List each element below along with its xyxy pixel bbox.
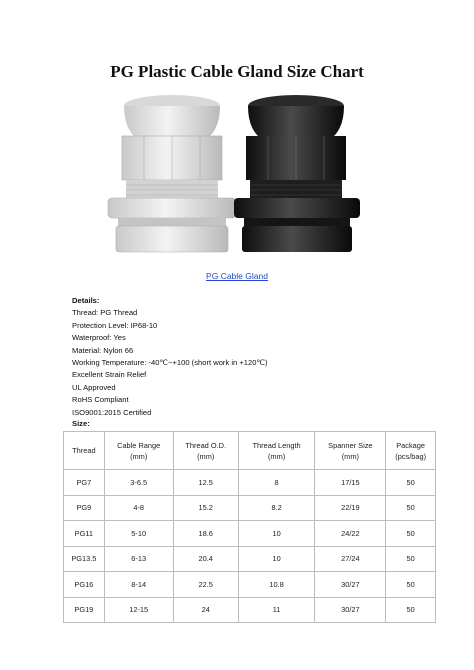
details-line: Waterproof: Yes — [72, 333, 126, 343]
column-header-cable-range — [104, 432, 173, 470]
white-cable-gland-icon — [108, 95, 236, 252]
cell-thread-length: 10 — [238, 546, 315, 572]
header-line: Cable Range — [117, 440, 161, 450]
cell-cable-range: 4-8 — [104, 495, 173, 521]
cell-cable-range: 8-14 — [104, 572, 173, 598]
cell-thread-length: 10 — [238, 521, 315, 547]
details-heading: Details: — [72, 296, 100, 305]
page-title: PG Plastic Cable Gland Size Chart — [110, 62, 364, 81]
details-line: UL Approved — [72, 382, 116, 392]
table-row — [64, 495, 436, 521]
cell-cable-range: 6-13 — [104, 546, 173, 572]
image-caption-link[interactable]: PG Cable Gland — [206, 271, 268, 281]
cell-spanner-size: 30/27 — [315, 572, 386, 598]
cell-spanner-size: 22/19 — [315, 495, 386, 521]
column-header-spanner-size — [315, 432, 386, 470]
cell-package: 50 — [386, 546, 436, 572]
cell-cable-range: 12-15 — [104, 597, 173, 623]
details-line: Working Temperature: -40℃~+100 (short work in +120℃) — [72, 358, 268, 368]
details-line: Thread: PG Thread — [72, 308, 138, 318]
column-header-thread — [64, 432, 105, 470]
cell-thread: PG16 — [64, 572, 105, 598]
table-header-row — [64, 432, 436, 470]
header-unit: (mm) — [267, 451, 286, 461]
details-line: Material: Nylon 66 — [72, 345, 134, 355]
column-header-package — [386, 432, 436, 470]
header-unit: (mm) — [130, 451, 148, 461]
size-table — [63, 431, 436, 623]
header-line: Package — [396, 440, 426, 450]
cell-thread: PG19 — [64, 597, 105, 623]
cell-thread-od: 20.4 — [173, 546, 238, 572]
cell-thread-length: 8.2 — [238, 495, 315, 521]
header-unit: (mm) — [197, 451, 215, 461]
header-line: Thread Length — [252, 440, 301, 450]
cell-thread-od: 22.5 — [173, 572, 238, 598]
details-line: RoHS Compliant — [72, 395, 129, 405]
details-section — [72, 295, 268, 419]
cell-package: 50 — [386, 572, 436, 598]
table-row — [64, 521, 436, 547]
table-row — [64, 470, 436, 496]
cell-thread: PG9 — [64, 495, 105, 521]
column-header-thread-length — [238, 432, 315, 470]
cable-gland-photo — [100, 92, 380, 264]
cell-spanner-size: 27/24 — [315, 546, 386, 572]
header-line: Thread O.D. — [185, 440, 227, 450]
cell-thread-od: 24 — [173, 597, 238, 623]
size-heading: Size: — [72, 419, 90, 428]
header-line: Spanner Size — [328, 440, 373, 450]
cell-thread-length: 8 — [238, 470, 315, 496]
cell-package: 50 — [386, 521, 436, 547]
details-line: Protection Level: IP68-10 — [72, 320, 158, 330]
details-line: Excellent Strain Relief — [72, 370, 147, 380]
cell-thread: PG11 — [64, 521, 105, 547]
cell-package: 50 — [386, 495, 436, 521]
cell-package: 50 — [386, 470, 436, 496]
cell-thread-length: 11 — [238, 597, 315, 623]
cell-thread: PG7 — [64, 470, 105, 496]
header-line: Thread — [72, 446, 96, 455]
cell-spanner-size: 24/22 — [315, 521, 386, 547]
cell-thread: PG13.5 — [64, 546, 105, 572]
table-row — [64, 572, 436, 598]
cell-thread-od: 12.5 — [173, 470, 238, 496]
table-row — [64, 597, 436, 623]
black-cable-gland-icon — [234, 95, 360, 252]
cell-spanner-size: 17/15 — [315, 470, 386, 496]
column-header-thread-od — [173, 432, 238, 470]
header-unit: (mm) — [341, 451, 359, 461]
cell-package: 50 — [386, 597, 436, 623]
cell-thread-od: 18.6 — [173, 521, 238, 547]
header-unit: (pcs/bag) — [395, 451, 427, 461]
cell-thread-od: 15.2 — [173, 495, 238, 521]
details-line: ISO9001:2015 Certified — [72, 407, 152, 417]
cell-cable-range: 3-6.5 — [104, 470, 173, 496]
cell-cable-range: 5-10 — [104, 521, 173, 547]
table-row — [64, 546, 436, 572]
cell-spanner-size: 30/27 — [315, 597, 386, 623]
cell-thread-length: 10.8 — [238, 572, 315, 598]
